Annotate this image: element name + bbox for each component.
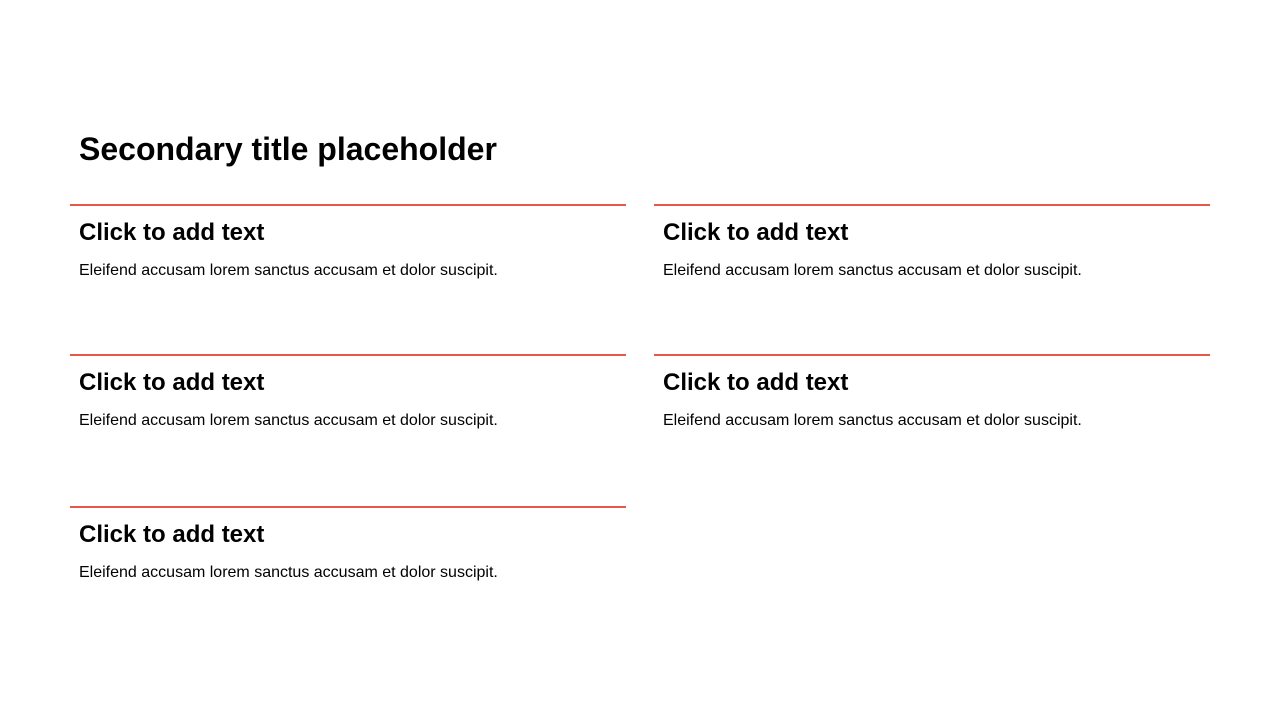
block-body-text[interactable]: Eleifend accusam lorem sanctus accusam et dolor suscipit.	[79, 262, 498, 279]
slide-title-placeholder[interactable]: Secondary title placeholder	[79, 131, 497, 167]
content-block	[70, 204, 626, 324]
block-heading-placeholder[interactable]: Click to add text	[79, 521, 265, 548]
content-block	[70, 354, 626, 474]
block-body-text[interactable]: Eleifend accusam lorem sanctus accusam et dolor suscipit.	[663, 262, 1082, 279]
block-body-text[interactable]: Eleifend accusam lorem sanctus accusam et dolor suscipit.	[79, 564, 498, 581]
block-heading-placeholder[interactable]: Click to add text	[663, 219, 849, 246]
content-block	[70, 506, 626, 626]
content-block	[654, 204, 1210, 324]
block-body-text[interactable]: Eleifend accusam lorem sanctus accusam et dolor suscipit.	[663, 412, 1082, 429]
content-block	[654, 354, 1210, 474]
block-heading-placeholder[interactable]: Click to add text	[79, 219, 265, 246]
block-heading-placeholder[interactable]: Click to add text	[79, 369, 265, 396]
block-body-text[interactable]: Eleifend accusam lorem sanctus accusam et dolor suscipit.	[79, 412, 498, 429]
block-heading-placeholder[interactable]: Click to add text	[663, 369, 849, 396]
